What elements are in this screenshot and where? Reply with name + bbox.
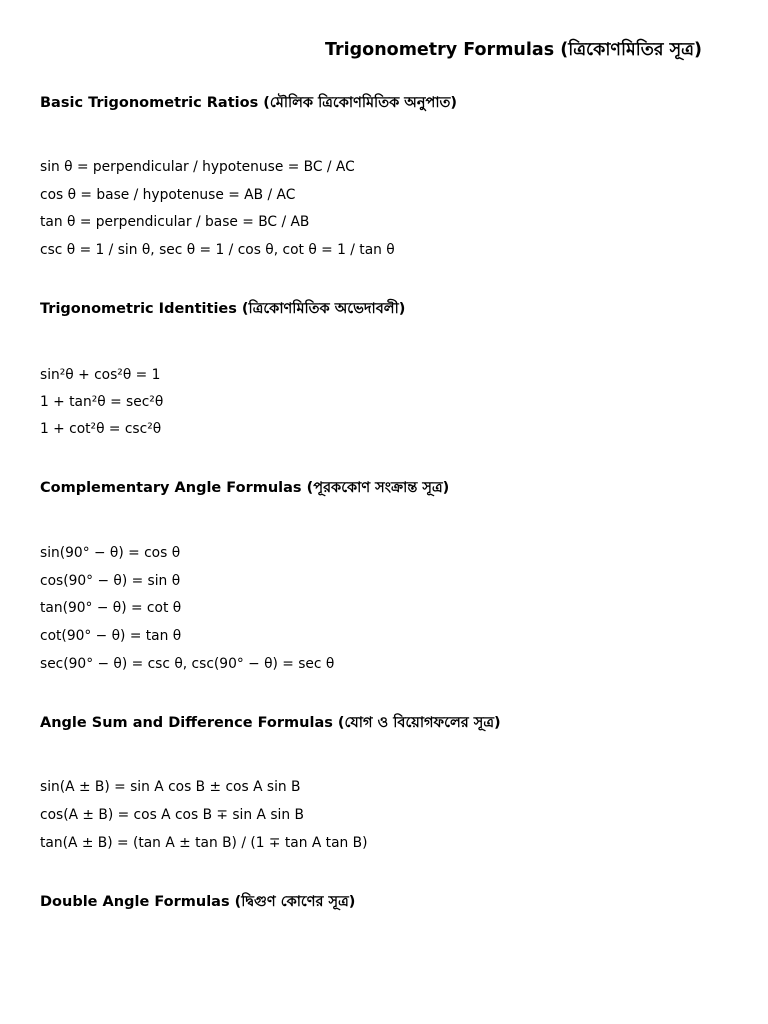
- section-heading-identities: Trigonometric Identities (ত্রিকোণমিতিক অভেদাবলী): [40, 301, 406, 317]
- formula-line: cot(90° − θ) = tan θ: [40, 628, 182, 644]
- formula-line: tan(A ± B) = (tan A ± tan B) / (1 ∓ tan A tan B): [40, 835, 368, 851]
- formula-line: 1 + cot²θ = csc²θ: [40, 421, 162, 437]
- formula-line: csc θ = 1 / sin θ, sec θ = 1 / cos θ, cot θ = 1 / tan θ: [40, 242, 395, 258]
- section-heading-complementary: Complementary Angle Formulas (পূরককোণ সংক্রান্ত সূত্র): [40, 480, 450, 496]
- formula-line: 1 + tan²θ = sec²θ: [40, 394, 164, 410]
- section-heading-basic-ratios: Basic Trigonometric Ratios (মৌলিক ত্রিকোণমিতিক অনুপাত): [40, 95, 458, 111]
- formula-line: tan θ = perpendicular / base = BC / AB: [40, 214, 310, 230]
- document-title: Trigonometry Formulas (ত্রিকোণমিতির সূত্র): [325, 40, 702, 60]
- formula-line: sec(90° − θ) = csc θ, csc(90° − θ) = sec θ: [40, 656, 335, 672]
- formula-line: sin²θ + cos²θ = 1: [40, 367, 161, 383]
- formula-line: sin(90° − θ) = cos θ: [40, 545, 181, 561]
- formula-line: cos θ = base / hypotenuse = AB / AC: [40, 187, 296, 203]
- formula-line: cos(90° − θ) = sin θ: [40, 573, 181, 589]
- section-heading-sum-difference: Angle Sum and Difference Formulas (যোগ ও বিয়োগফলের সূত্র): [40, 715, 501, 731]
- section-heading-double-angle: Double Angle Formulas (দ্বিগুণ কোণের সূত্র): [40, 894, 356, 910]
- formula-line: sin θ = perpendicular / hypotenuse = BC / AC: [40, 159, 355, 175]
- formula-line: tan(90° − θ) = cot θ: [40, 600, 182, 616]
- formula-line: cos(A ± B) = cos A cos B ∓ sin A sin B: [40, 807, 304, 823]
- formula-line: sin(A ± B) = sin A cos B ± cos A sin B: [40, 779, 301, 795]
